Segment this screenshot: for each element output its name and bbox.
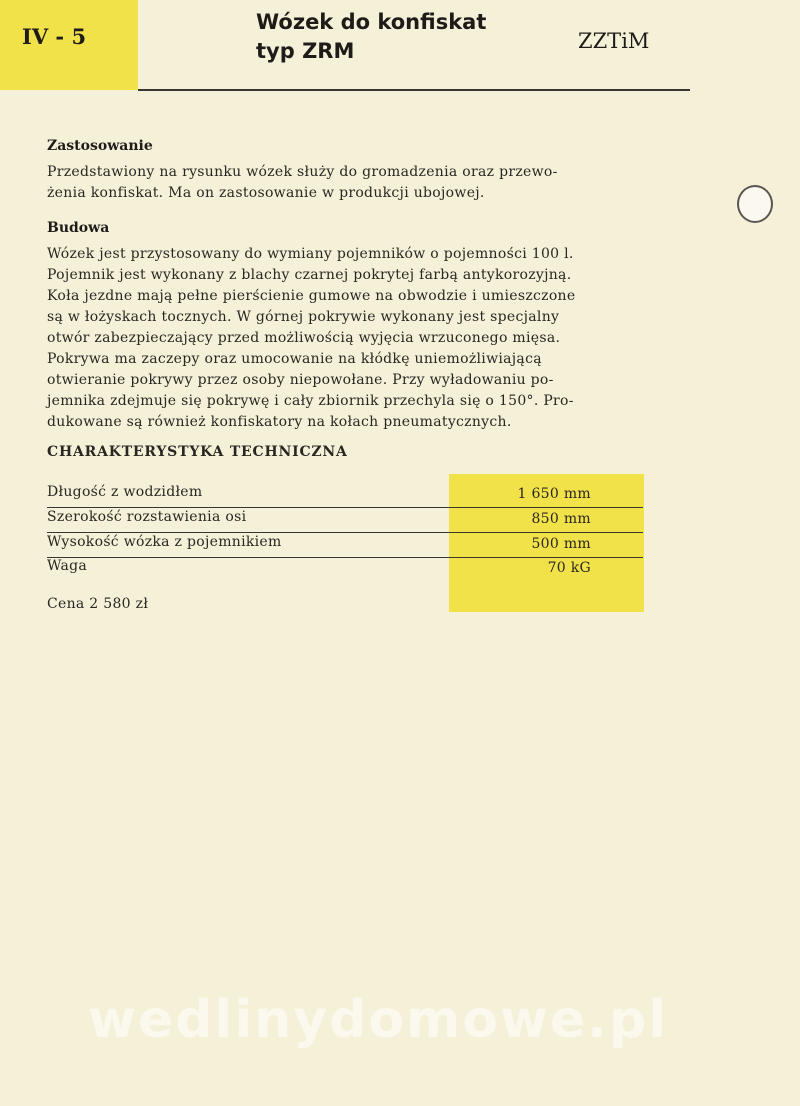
application-line: Przedstawiony na rysunku wózek służy do gromadzenia oraz przewo- — [47, 164, 558, 180]
construction-line: Wózek jest przystosowany do wymiany pojemników o pojemności 100 l. — [47, 246, 574, 262]
technical-heading: CHARAKTERYSTYKA TECHNICZNA — [47, 444, 348, 460]
title-line-1: Wózek do konfiskat — [256, 10, 487, 34]
construction-paragraph — [47, 244, 639, 433]
construction-line: otwór zabezpieczający przed możliwością wyjęcia wrzuconego mięsa. — [47, 330, 561, 346]
spec-label: Długość z wodzidłem — [47, 484, 203, 500]
construction-line: Pokrywa ma zaczepy oraz umocowanie na kłódkę uniemożliwiającą — [47, 351, 542, 367]
price-label: Cena 2 580 zł — [47, 596, 149, 612]
spec-row-height — [47, 532, 643, 556]
spec-label: Waga — [47, 558, 88, 574]
spec-row-axle-width — [47, 507, 643, 531]
spec-value: 1 650 mm — [517, 486, 591, 502]
spec-value: 850 mm — [531, 511, 591, 527]
page-title — [256, 8, 556, 66]
organization-label: ZZTiM — [578, 29, 650, 53]
header-divider — [138, 89, 690, 91]
title-line-2: typ ZRM — [256, 39, 355, 63]
application-line: żenia konfiskat. Ma on zastosowanie w produkcji ubojowej. — [47, 185, 485, 201]
spec-value: 70 kG — [547, 560, 591, 576]
construction-heading: Budowa — [47, 220, 110, 236]
construction-line: są w łożyskach tocznych. W górnej pokrywie wykonany jest specjalny — [47, 309, 560, 325]
application-heading: Zastosowanie — [47, 138, 153, 154]
construction-line: dukowane są również konfiskatory na kołach pneumatycznych. — [47, 414, 512, 430]
punch-hole-icon — [737, 185, 773, 223]
construction-line: otwieranie pokrywy przez osoby niepowołane. Przy wyładowaniu po- — [47, 372, 554, 388]
application-paragraph — [47, 162, 639, 204]
construction-line: Koła jezdne mają pełne pierścienie gumowe na obwodzie i umieszczone — [47, 288, 576, 304]
section-code: IV - 5 — [22, 24, 87, 49]
spec-label: Szerokość rozstawienia osi — [47, 509, 247, 525]
watermark-text: wedlinydomowe.pl — [88, 990, 669, 1050]
construction-line: Pojemnik jest wykonany z blachy czarnej pokrytej farbą antykorozyjną. — [47, 267, 572, 283]
spec-value: 500 mm — [531, 536, 591, 552]
construction-line: jemnika zdejmuje się pokrywę i cały zbiornik przechyla się o 150°. Pro- — [47, 393, 574, 409]
spec-row-length — [47, 482, 643, 506]
spec-row-weight — [47, 556, 643, 580]
spec-label: Wysokość wózka z pojemnikiem — [47, 534, 282, 550]
